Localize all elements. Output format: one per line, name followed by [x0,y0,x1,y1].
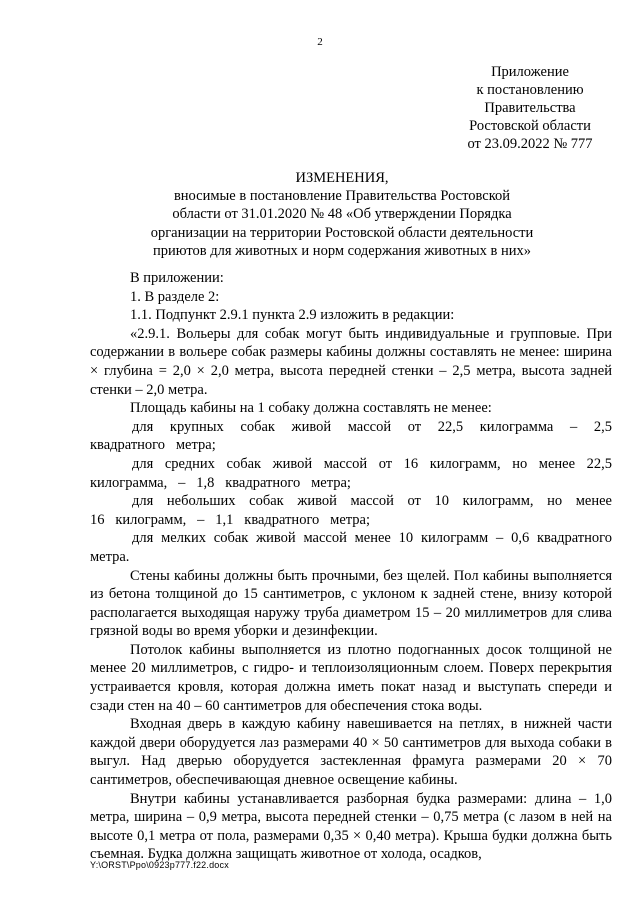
paragraph: Потолок кабины выполняется из плотно подогнанных досок толщиной не менее 20 миллиметров, с гидро- и теплоизоляционным слоем. Поверх перекрытия устраивается кровля, которая должна иметь покат назад и выступать спереди и сзади стен на 40 – 60 сантиметров для обеспечения стока воды. [90,641,612,714]
document-title [122,169,562,260]
list-item: для небольших собак живой массой от 10 килограмм, но менее 16 килограмм, – 1,1 квадратного метра; [90,493,612,528]
list-item: для мелких собак живой массой менее 10 килограмм – 0,6 квадратного метра. [90,530,612,565]
intro-line: В приложении: [130,270,224,286]
page-number: 2 [317,36,323,48]
appendix-line: от 23.09.2022 № 777 [467,136,593,152]
title-line: области от 31.01.2020 № 48 «Об утверждении Порядка [172,206,512,223]
paragraph: Входная дверь в каждую кабину навешивается на петлях, в нижней части каждой двери оборудуется лаз размерами 40 × 50 сантиметров для выхода собаки в выгул. Над дверью оборудуется застекленная фрамуга размерами 20 × 70 сантиметров, обеспечивающая дневное освещение кабины. [90,716,612,789]
paragraph: «2.9.1. Вольеры для собак могут быть индивидуальные и групповые. При содержании в вольере собак размеры кабины должны составлять не менее: ширина × глубина = 2,0 × 2,0 метра, высота передней стенки – 2,5 метра, высота задней стенки – 2,0 метра. [90,325,612,398]
list-item: для средних собак живой массой от 16 килограмм, но менее 22,5 килограмма, – 1,8 квадратного метра; [90,455,612,491]
paragraph: Стены кабины должны быть прочными, без щелей. Пол кабины выполняется из бетона толщиной до 15 сантиметров, с уклоном к задней стене, внизу которой располагается выходящая наружу труба диаметром 15 – 20 миллиметров для слива грязной воды во время уборки и дезинфекции. [90,567,612,640]
list-item: для крупных собак живой массой от 22,5 килограмма – 2,5 квадратного метра; [90,418,612,454]
paragraph: Площадь кабины на 1 собаку должна составлять не менее: [130,400,492,417]
paragraph: Внутри кабины устанавливается разборная будка размерами: длина – 1,0 метра, ширина – 0,9 метра, высота передней стенки – 0,75 метра (с лазом в ней на высоте 0,1 метра от пола, размерами 0,35 × 0,40 метра). Крыша будки должна быть съемная. Будка должна защищать животное от холода, осадков, [90,790,612,863]
title-heading: ИЗМЕНЕНИЯ, [295,170,389,186]
appendix-line: Приложение [491,64,569,80]
appendix-line: к постановлению [476,82,584,98]
section-line: 1. В разделе 2: [130,288,220,305]
appendix-line: Ростовской области [469,118,591,134]
title-line: приютов для животных и норм содержания животных в них» [152,242,532,259]
title-line: организации на территории Ростовской области деятельности [150,224,534,241]
document-body [90,269,612,864]
title-line: вносимые в постановление Правительства Ростовской [173,188,511,205]
appendix-line: Правительства [484,100,576,116]
subsection-line: 1.1. Подпункт 2.9.1 пункта 2.9 изложить в редакции: [130,307,455,324]
file-path-footer: Y:\ORST\Ppo\0923p777.f22.docx [90,860,229,870]
appendix-block [442,63,618,153]
